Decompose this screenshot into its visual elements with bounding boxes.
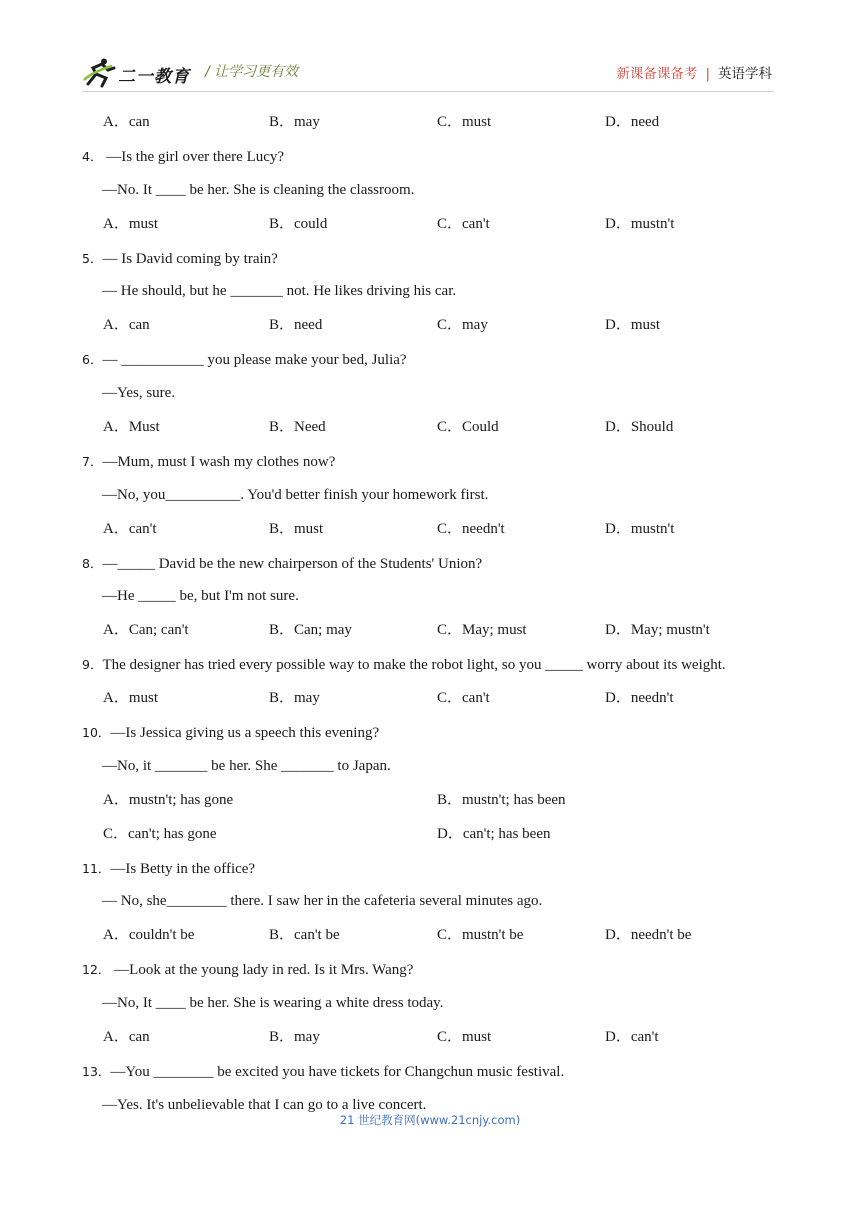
question-12: [82, 953, 782, 987]
option-d: D．needn't: [605, 690, 674, 707]
options-q12: [82, 1021, 782, 1055]
option-c: C．needn't: [437, 520, 505, 537]
option-a: A．Must: [103, 419, 160, 436]
page-footer[interactable]: 21 世纪教育网(www.21cnjy.com): [339, 1113, 521, 1127]
question-number: 5．: [82, 250, 103, 266]
option-c: C．can't: [437, 215, 490, 232]
option-b: B．may: [269, 114, 320, 130]
option-b: B．must: [269, 520, 324, 537]
question-7: [82, 445, 782, 479]
header-subject: 英语学科: [718, 66, 772, 82]
option-a: A．can: [103, 317, 150, 334]
option-d: D．need: [605, 114, 660, 130]
question-5-line-2: — He should, but he _______ not. He likes driving his car.: [102, 283, 457, 300]
question-4: [82, 140, 782, 174]
page-header: [0, 0, 860, 100]
option-a: A．can't: [103, 520, 157, 537]
question-4-line-2: —No. It ____ be her. She is cleaning the classroom.: [102, 181, 415, 198]
header-title: 新课备课备考: [616, 66, 698, 82]
option-a: A．must: [103, 215, 159, 232]
question-text: — Is David coming by train?: [102, 250, 278, 267]
options-q8: [82, 614, 782, 648]
option-d: D．mustn't: [605, 215, 675, 232]
options-q6: [82, 411, 782, 445]
option-b: B．need: [269, 317, 323, 334]
question-text: —Is Betty in the office?: [110, 860, 256, 877]
option-d: D．must: [605, 317, 661, 334]
header-separator: |: [705, 66, 710, 82]
options-q3: [82, 106, 782, 140]
option-a: A．can: [103, 1029, 150, 1046]
question-number: 9．: [82, 657, 103, 673]
header-divider: [82, 91, 774, 92]
option-d: D．can't; has been: [437, 825, 551, 842]
question-text: —Is the girl over there Lucy?: [106, 148, 285, 165]
question-number: 6．: [82, 352, 103, 368]
question-11-line-2: — No, she________ there. I saw her in the cafeteria several minutes ago.: [102, 893, 543, 910]
question-text: The designer has tried every possible way to make the robot light, so you _____ worry about its weight.: [102, 657, 726, 674]
options-q11: [82, 919, 782, 953]
slogan: / 让学习更有效: [205, 64, 299, 80]
options-q10-row-1: [82, 784, 782, 818]
question-text: —Mum, must I wash my clothes now?: [102, 453, 336, 470]
question-text: — ___________ you please make your bed, Julia?: [102, 352, 407, 369]
question-number: 4．: [82, 148, 103, 164]
option-b: B．may: [269, 1029, 320, 1046]
question-8: [82, 547, 782, 581]
option-a: A．Can; can't: [103, 622, 189, 639]
option-b: B．Can; may: [269, 622, 352, 639]
option-a: A．must: [103, 690, 159, 707]
option-c: C．can't; has gone: [103, 825, 217, 842]
question-7-line-2: —No, you__________. You'd better finish your homework first.: [102, 486, 489, 503]
question-5: [82, 242, 782, 276]
question-10-line-2: —No, it _______ be her. She _______ to Japan.: [102, 757, 391, 774]
option-d: D．Should: [605, 419, 674, 436]
option-d: D．can't: [605, 1029, 659, 1046]
option-a: A．mustn't; has gone: [103, 791, 234, 808]
option-b: B．mustn't; has been: [437, 791, 566, 808]
option-c: C．Could: [437, 419, 499, 436]
option-d: D．needn't be: [605, 927, 692, 944]
question-text: —Is Jessica giving us a speech this evening?: [110, 725, 380, 742]
option-c: C．must: [437, 114, 492, 130]
question-number: 7．: [82, 453, 103, 469]
options-q10-row-2: [82, 818, 782, 852]
question-number: 10．: [82, 725, 111, 741]
question-13: [82, 1055, 782, 1089]
header-right: [616, 62, 772, 82]
question-12-line-2: —No, It ____ be her. She is wearing a white dress today.: [102, 995, 444, 1012]
option-c: C．can't: [437, 690, 490, 707]
options-q7: [82, 513, 782, 547]
question-9: [82, 648, 782, 682]
option-b: B．may: [269, 690, 320, 707]
question-11: [82, 852, 782, 886]
question-8-line-2: —He _____ be, but I'm not sure.: [102, 588, 299, 605]
options-q4: [82, 208, 782, 242]
question-text: —You ________ be excited you have tickets for Changchun music festival.: [110, 1063, 565, 1080]
option-b: B．can't be: [269, 927, 340, 944]
option-b: B．could: [269, 215, 328, 232]
option-c: C．May; must: [437, 622, 527, 639]
question-number: 13．: [82, 1063, 111, 1079]
brand-name: 二一教育: [118, 67, 190, 87]
question-6-line-2: —Yes, sure.: [102, 385, 176, 402]
option-c: C．mustn't be: [437, 927, 524, 944]
options-q9: [82, 682, 782, 716]
question-list: [82, 106, 782, 1123]
option-c: C．may: [437, 317, 488, 334]
question-text: —Look at the young lady in red. Is it Mrs. Wang?: [114, 962, 414, 979]
question-number: 12．: [82, 962, 111, 978]
option-b: B．Need: [269, 419, 326, 436]
option-a: A．can: [103, 114, 150, 130]
option-c: C．must: [437, 1029, 492, 1046]
question-number: 11．: [82, 860, 111, 876]
option-d: D．mustn't: [605, 520, 675, 537]
question-6: [82, 343, 782, 377]
question-text: —_____ David be the new chairperson of the Students' Union?: [102, 555, 483, 572]
question-10: [82, 716, 782, 750]
options-q5: [82, 309, 782, 343]
option-a: A．couldn't be: [103, 927, 195, 944]
option-d: D．May; mustn't: [605, 622, 710, 639]
question-number: 8．: [82, 555, 103, 571]
question-13-line-2: —Yes. It's unbelievable that I can go to a live concert.: [102, 1096, 427, 1113]
